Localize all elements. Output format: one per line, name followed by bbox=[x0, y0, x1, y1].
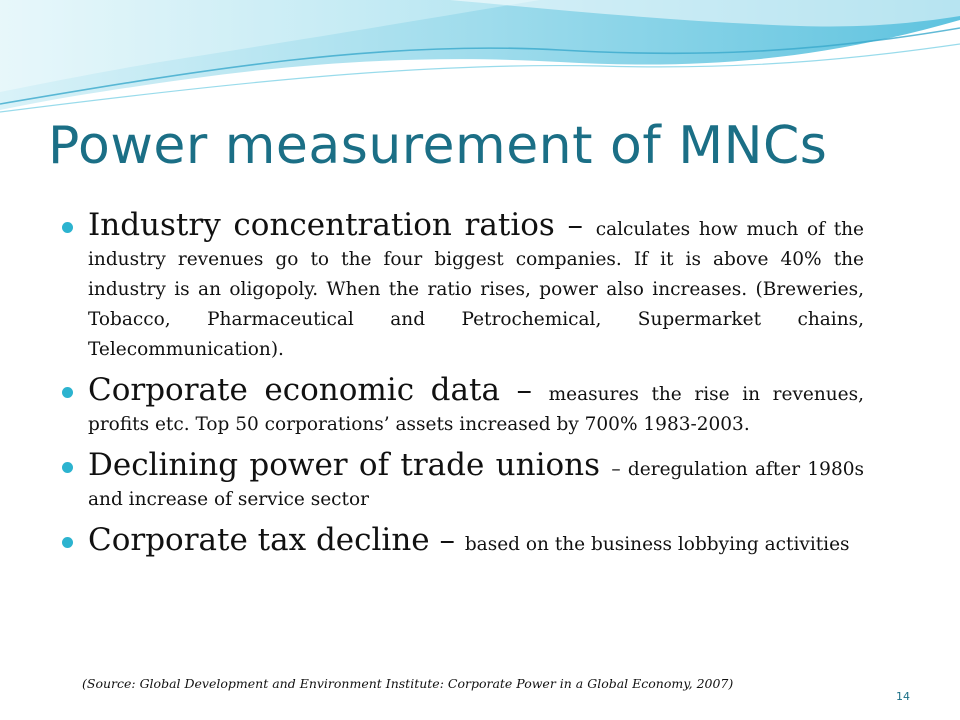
page-number: 14 bbox=[896, 690, 910, 703]
bullet-dot-icon bbox=[62, 537, 73, 548]
bullet-heading: Declining power of trade unions bbox=[88, 447, 612, 483]
bullet-dot-icon bbox=[62, 222, 73, 233]
bullet-item bbox=[62, 207, 864, 365]
bullet-heading: Corporate economic data – bbox=[88, 372, 549, 408]
slide-title: Power measurement of MNCs bbox=[48, 116, 828, 176]
bullet-dot-icon bbox=[62, 387, 73, 398]
header-wave-decoration bbox=[0, 0, 960, 120]
bullet-item bbox=[62, 522, 864, 560]
bullet-heading: Corporate tax decline – bbox=[88, 522, 465, 558]
bullet-text: calculates how much of the industry revenues go to the four biggest companies. If it is above 40% the industry is an oligopoly. When the ratio rises, power also increases. (Breweries, Tobacco, Pharmaceutical and Petrochemical, Supermarket chains, Telecommunication). bbox=[88, 219, 864, 360]
bullet-heading: Industry concentration ratios – bbox=[88, 207, 596, 243]
bullet-text: measures the rise in revenues, profits etc. Top 50 corporations’ assets increased by 700% 1983-2003. bbox=[88, 384, 864, 435]
bullet-item bbox=[62, 447, 864, 515]
bullet-dot-icon bbox=[62, 462, 73, 473]
bullet-list bbox=[62, 207, 864, 570]
source-citation: (Source: Global Development and Environment Institute: Corporate Power in a Global Economy, 2007) bbox=[82, 676, 734, 691]
bullet-item bbox=[62, 372, 864, 440]
bullet-text: based on the business lobbying activities bbox=[464, 534, 850, 555]
bullet-text: – deregulation after 1980s and increase of service sector bbox=[88, 459, 864, 510]
